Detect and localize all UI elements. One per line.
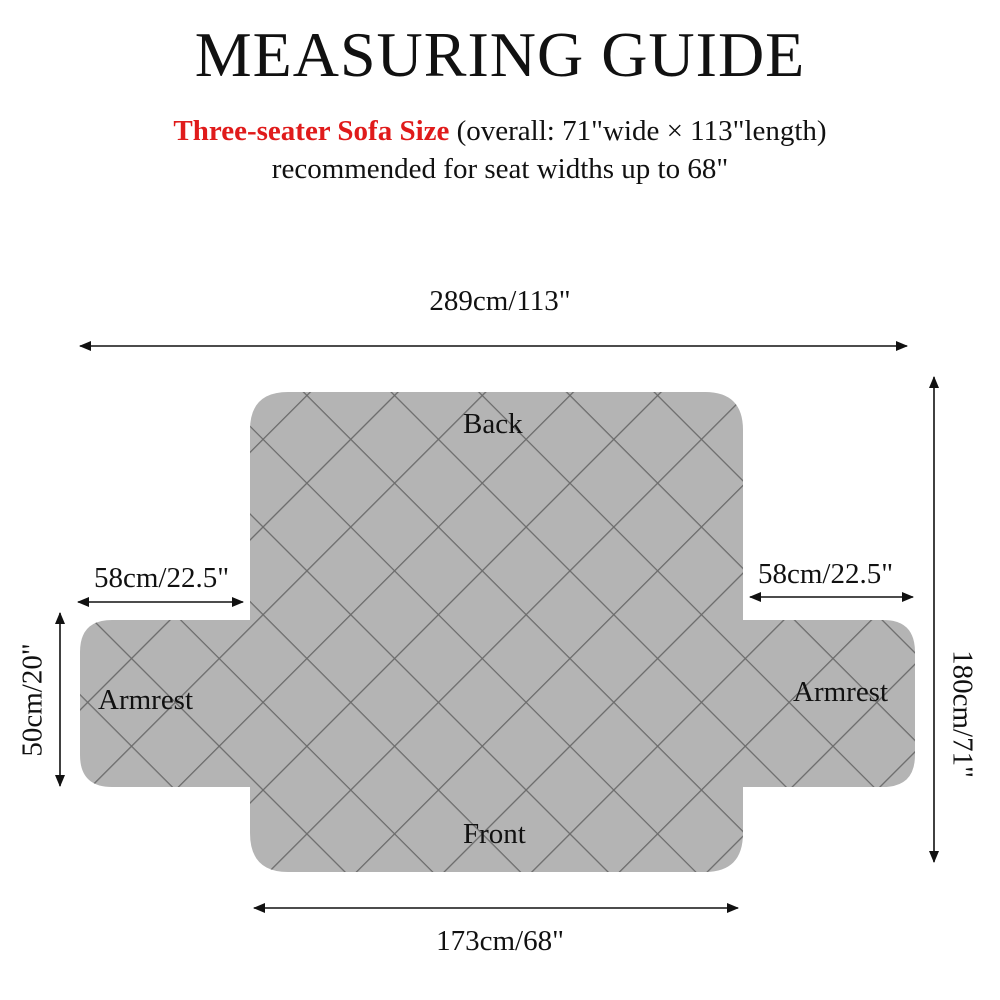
seat-width-label: 173cm/68" — [436, 925, 564, 957]
sofa-cover — [0, 300, 1000, 950]
sofa-size-highlight: Three-seater Sofa Size — [173, 115, 450, 147]
left-armrest-label: Armrest — [98, 684, 194, 716]
back-label: Back — [463, 408, 523, 440]
total-height-label: 180cm/71" — [946, 650, 979, 778]
overall-size: (overall: 71"wide × 113"length) — [449, 115, 827, 147]
page-title: MEASURING GUIDE — [194, 19, 806, 90]
quilt-pattern — [0, 300, 1000, 950]
armrest-height-label: 50cm/20" — [16, 643, 49, 757]
front-label: Front — [463, 818, 526, 850]
subtitle-line-2: recommended for seat widths up to 68" — [271, 153, 729, 185]
left-armrest-width-label: 58cm/22.5" — [94, 562, 230, 594]
right-armrest-label: Armrest — [793, 676, 889, 708]
right-armrest-width-label: 58cm/22.5" — [758, 558, 894, 590]
total-length-label: 289cm/113" — [429, 285, 571, 317]
